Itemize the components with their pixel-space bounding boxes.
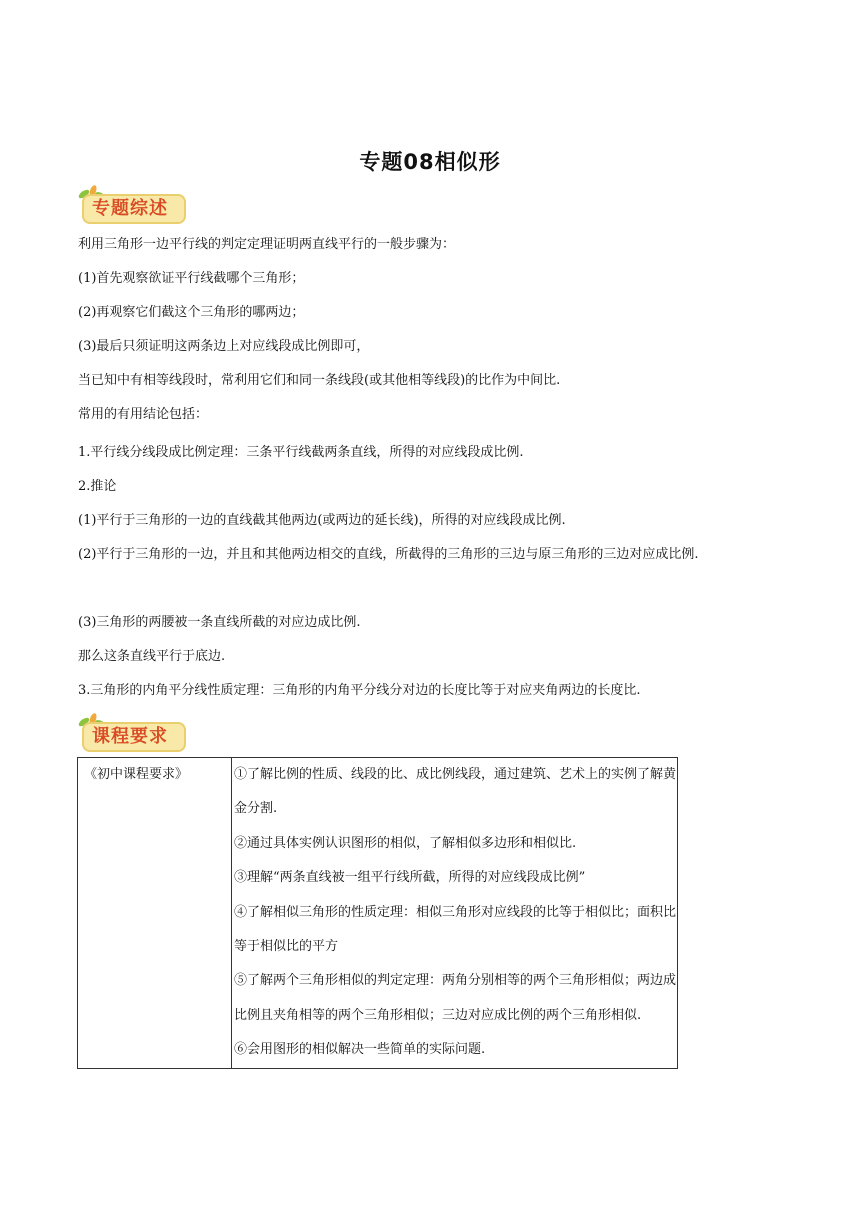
overview-line: (1)首先观察欲证平行线截哪个三角形； — [78, 271, 305, 286]
requirements-table — [77, 757, 678, 1069]
overview-line: (1)平行于三角形的一边的直线截其他两边(或两边的延长线)，所得的对应线段成比例. — [78, 513, 566, 528]
requirement-item: ⑥会用图形的相似解决一些简单的实际问题. — [234, 1042, 486, 1058]
requirements-content-cell — [232, 758, 678, 1069]
overview-line: 当已知中有相等线段时，常利用它们和同一条线段(或其他相等线段)的比作为中间比. — [78, 373, 561, 388]
section-header-requirements — [76, 712, 192, 758]
requirements-label-cell: 《初中课程要求》 — [78, 758, 232, 1069]
requirement-item: ⑤了解两个三角形相似的判定定理：两角分别相等的两个三角形相似；两边成比例且夹角相等的两个三角形相似；三边对应成比例的两个三角形相似. — [234, 973, 677, 1023]
overview-line: 那么这条直线平行于底边. — [78, 649, 226, 664]
overview-line: 常用的有用结论包括： — [78, 407, 209, 422]
table-row — [78, 758, 678, 1069]
requirement-item: ②通过具体实例认识图形的相似，了解相似多边形和相似比. — [234, 835, 577, 851]
section-header-label: 课程要求 — [82, 722, 186, 752]
overview-line: 3.三角形的内角平分线性质定理：三角形的内角平分线分对边的长度比等于对应夹角两边的长度比. — [78, 683, 641, 698]
overview-line: 2.推论 — [78, 479, 117, 494]
overview-line: (2)再观察它们截这个三角形的哪两边； — [78, 305, 305, 320]
overview-line: (2)平行于三角形的一边，并且和其他两边相交的直线，所截得的三角形的三边与原三角形的三边对应成比例. — [78, 547, 699, 562]
section-header-label: 专题综述 — [82, 194, 186, 224]
overview-line: (3)最后只须证明这两条边上对应线段成比例即可， — [78, 339, 370, 354]
section-header-overview — [76, 184, 192, 230]
requirement-item: ①了解比例的性质、线段的比、成比例线段，通过建筑、艺术上的实例了解黄金分割. — [234, 767, 677, 817]
requirement-item: ③理解“两条直线被一组平行线所截，所得的对应线段成比例” — [234, 870, 586, 886]
overview-line: (3)三角形的两腰被一条直线所截的对应边成比例. — [78, 615, 361, 630]
page-title: 专题08相似形 — [359, 150, 501, 174]
requirement-item: ④了解相似三角形的性质定理：相似三角形对应线段的比等于相似比；面积比等于相似比的平方 — [234, 904, 677, 955]
overview-line: 利用三角形一边平行线的判定定理证明两直线平行的一般步骤为： — [78, 237, 456, 252]
overview-line: 1.平行线分线段成比例定理：三条平行线截两条直线，所得的对应线段成比例. — [78, 445, 524, 460]
